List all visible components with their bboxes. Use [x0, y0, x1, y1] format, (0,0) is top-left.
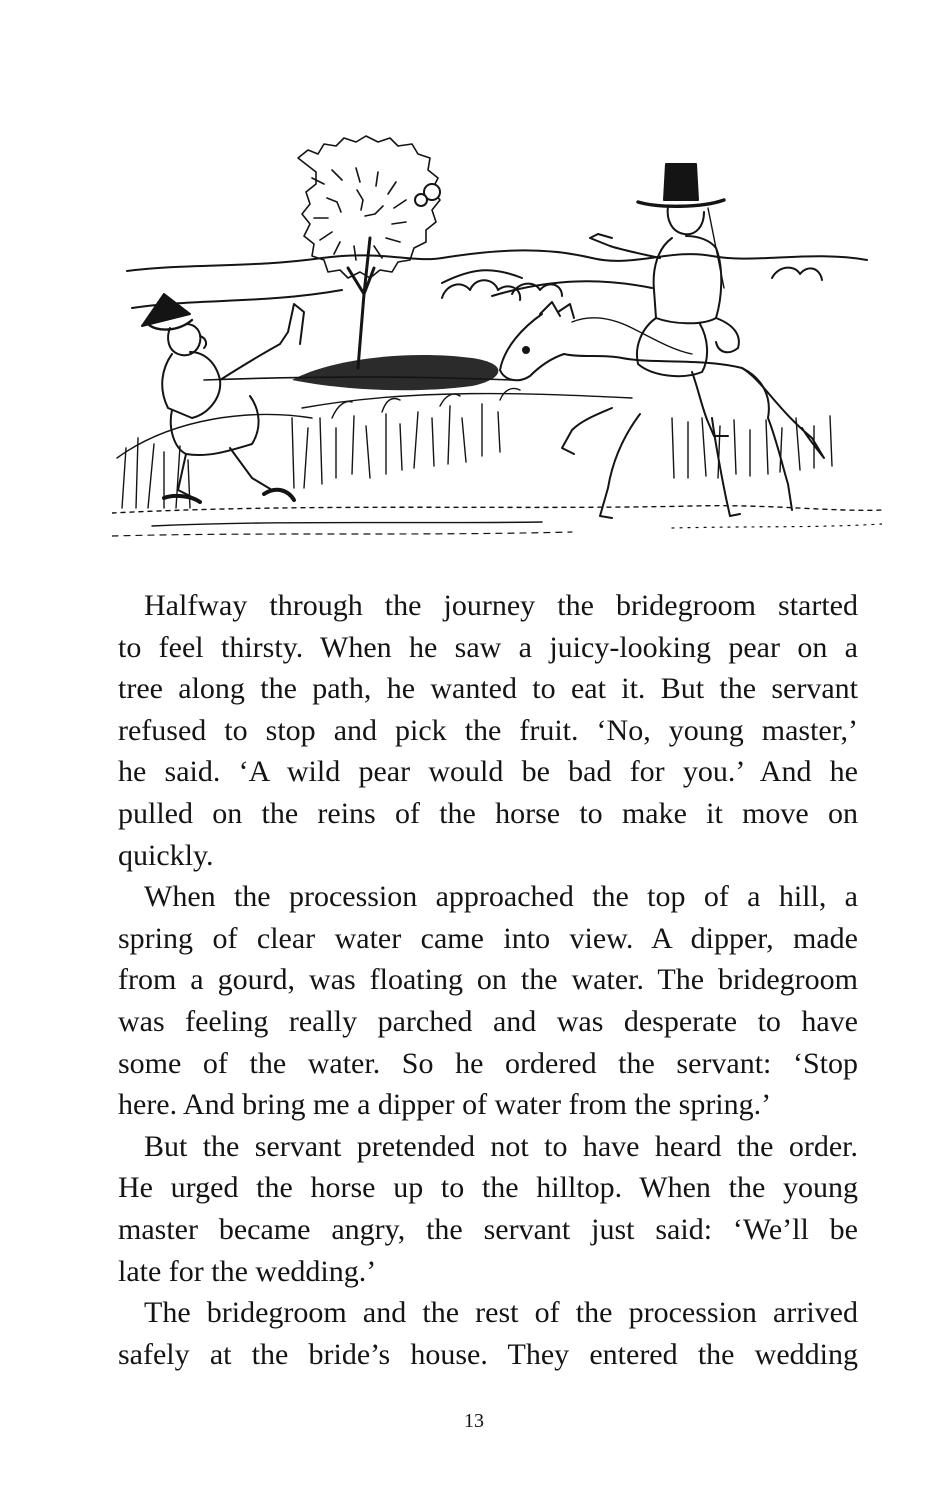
foreground-ground — [112, 524, 882, 536]
page-number: 13 — [464, 1410, 484, 1432]
paragraph — [118, 585, 858, 876]
pear-tree — [298, 136, 440, 368]
text-line: He urged the horse up to the hilltop. When the young — [118, 1171, 858, 1205]
text-line: here. And bring me a dipper of water from the spring.’ — [118, 1088, 772, 1122]
text-line: was feeling really parched and was desperate to have — [118, 1004, 858, 1038]
hills-background — [127, 250, 867, 308]
text-line: refused to stop and pick the fruit. ‘No, young master,’ — [118, 713, 858, 747]
text-line: safely at the bride’s house. They entered the wedding — [118, 1337, 858, 1371]
illustration-bridegroom-on-horse — [112, 118, 882, 558]
text-line: to feel thirsty. When he saw a juicy-looking pear on a — [118, 630, 858, 664]
text-line: he said. ‘A wild pear would be bad for you.’ And he — [118, 755, 858, 789]
text-line: pulled on the reins of the horse to make it move on — [118, 796, 858, 830]
text-line: master became angry, the servant just said: ‘We’ll be — [118, 1212, 858, 1246]
bridegroom-figure — [590, 164, 739, 436]
text-line: When the procession approached the top of a hill, a — [144, 880, 858, 914]
text-line: The bridegroom and the rest of the procession arrived — [144, 1296, 858, 1330]
horse-figure — [500, 302, 824, 518]
text-line: But the servant pretended not to have heard the order. — [144, 1129, 858, 1163]
text-line: late for the wedding.’ — [118, 1254, 377, 1288]
text-line: tree along the path, he wanted to eat it. But the servant — [118, 672, 858, 706]
text-line: from a gourd, was floating on the water. The bridegroom — [118, 963, 858, 997]
ground-mound — [292, 355, 498, 390]
paragraph — [118, 1292, 858, 1375]
paragraph — [118, 1126, 858, 1292]
text-line: quickly. — [118, 838, 214, 872]
body-text — [118, 585, 858, 1375]
paragraph — [118, 876, 858, 1126]
text-line: some of the water. So he ordered the servant: ‘Stop — [118, 1046, 858, 1080]
text-line: spring of clear water came into view. A dipper, made — [118, 921, 858, 955]
text-line: Halfway through the journey the bridegroom started — [144, 589, 858, 622]
grass-field — [112, 388, 882, 526]
servant-figure — [142, 294, 304, 502]
